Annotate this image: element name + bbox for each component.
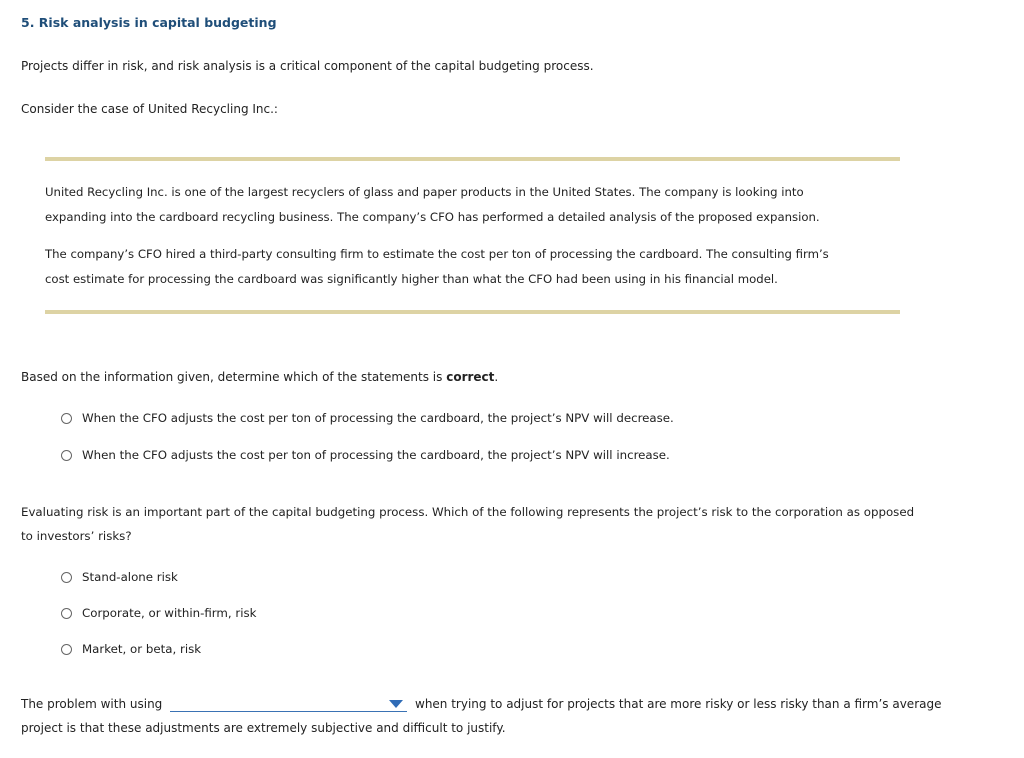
q1-option-1-label: When the CFO adjusts the cost per ton of processing the cardboard, the project’s NPV will decrease.	[82, 411, 674, 425]
case-paragraph-2	[45, 242, 905, 292]
q2-option-3-label: Market, or beta, risk	[82, 642, 202, 656]
q3-line2: project is that these adjustments are extremely subjective and difficult to justify.	[21, 721, 506, 735]
q3-dropdown[interactable]	[170, 696, 407, 712]
radio-button[interactable]	[61, 608, 72, 619]
intro-text: Projects differ in risk, and risk analysis is a critical component of the capital budgeting process.	[21, 59, 594, 73]
q2-option-1-label: Stand-alone risk	[82, 570, 178, 584]
q2-option-2[interactable]	[61, 606, 257, 620]
q2-prompt-line2: to investors’ risks?	[21, 529, 132, 543]
case-paragraph-1	[45, 180, 905, 230]
q1-option-1[interactable]	[61, 411, 674, 425]
case-bottom-divider	[45, 310, 900, 314]
q1-prompt-bold: correct	[446, 370, 495, 384]
case-top-divider	[45, 157, 900, 161]
radio-button[interactable]	[61, 644, 72, 655]
case-p1-line1: United Recycling Inc. is one of the largest recyclers of glass and paper products in the United States. The company is looking into	[45, 185, 804, 199]
q2-option-3[interactable]	[61, 642, 201, 656]
q3-before-text: The problem with using	[21, 697, 163, 711]
caret-down-icon[interactable]	[389, 700, 403, 708]
case-p1-line2: expanding into the cardboard recycling business. The company’s CFO has performed a detailed analysis of the proposed expansion.	[45, 210, 820, 224]
radio-button[interactable]	[61, 413, 72, 424]
q1-prompt-text: Based on the information given, determine which of the statements is	[21, 370, 447, 384]
consider-text: Consider the case of United Recycling Inc.:	[21, 102, 278, 116]
q2-option-1[interactable]	[61, 570, 178, 584]
q1-prompt-end: .	[494, 370, 499, 384]
q1-option-2-label: When the CFO adjusts the cost per ton of processing the cardboard, the project’s NPV will increase.	[82, 448, 670, 462]
radio-button[interactable]	[61, 572, 72, 583]
case-p2-line2: cost estimate for processing the cardboard was significantly higher than what the CFO had been using in his financial model.	[45, 272, 778, 286]
q3-after-text: when trying to adjust for projects that are more risky or less risky than a firm’s average	[415, 697, 942, 711]
q1-option-2[interactable]	[61, 448, 670, 462]
q2-option-2-label: Corporate, or within-firm, risk	[82, 606, 257, 620]
q2-prompt-line1: Evaluating risk is an important part of the capital budgeting process. Which of the following represents the project’s risk to the corporation as opposed	[21, 505, 915, 519]
q1-prompt	[21, 370, 498, 384]
radio-button[interactable]	[61, 450, 72, 461]
q2-prompt	[21, 500, 981, 548]
case-p2-line1: The company’s CFO hired a third-party consulting firm to estimate the cost per ton of processing the cardboard. The consulting firm’s	[45, 247, 829, 261]
question-title: 5. Risk analysis in capital budgeting	[21, 15, 277, 30]
